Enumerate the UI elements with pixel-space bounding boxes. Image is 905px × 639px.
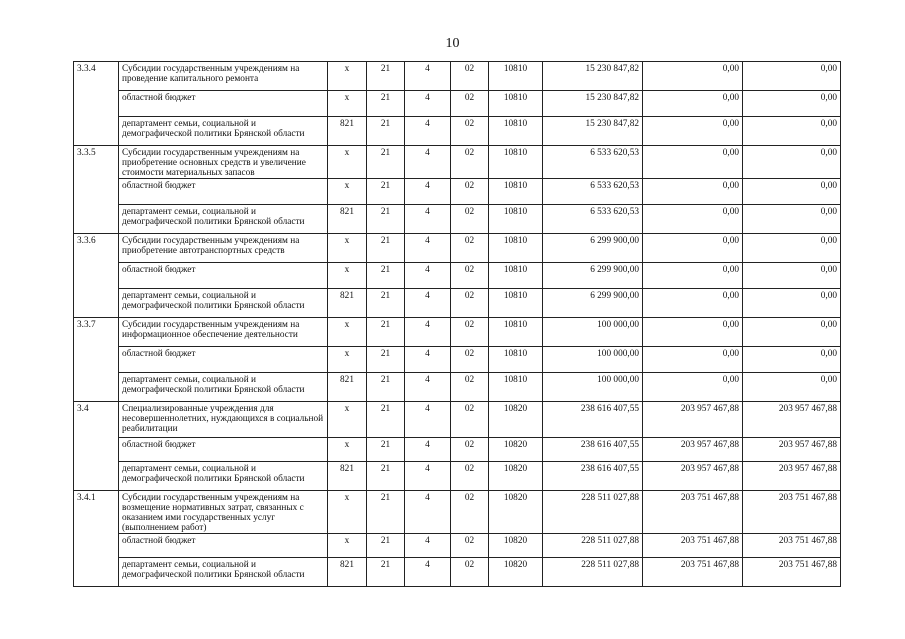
row-amount-year2: 0,00	[643, 347, 743, 373]
row-code	[74, 534, 119, 558]
row-pr: 4	[405, 289, 451, 318]
row-pr: 4	[405, 534, 451, 558]
row-amount-year3: 0,00	[743, 318, 841, 347]
row-code	[74, 289, 119, 318]
row-cs-a: 02	[451, 347, 489, 373]
row-pr: 4	[405, 438, 451, 462]
row-pr: 4	[405, 347, 451, 373]
table-row	[74, 558, 841, 587]
row-amount-year3: 0,00	[743, 289, 841, 318]
row-name: департамент семьи, социальной и демографической политики Брянской области	[119, 558, 328, 587]
table-row	[74, 462, 841, 491]
row-cs-b: 10820	[489, 402, 543, 438]
table-row	[74, 373, 841, 402]
row-cs-b: 10810	[489, 117, 543, 146]
row-cs-a: 02	[451, 62, 489, 91]
row-amount-year1: 6 533 620,53	[543, 146, 643, 179]
row-name: Субсидии государственным учреждениям на проведение капитального ремонта	[119, 62, 328, 91]
row-amount-year1: 15 230 847,82	[543, 117, 643, 146]
row-rz: 21	[367, 373, 405, 402]
row-cs-a: 02	[451, 534, 489, 558]
row-pr: 4	[405, 462, 451, 491]
row-grbs: х	[328, 347, 367, 373]
row-code	[74, 263, 119, 289]
row-amount-year3: 0,00	[743, 373, 841, 402]
row-grbs: 821	[328, 289, 367, 318]
row-name: Субсидии государственным учреждениям на приобретение автотранспортных средств	[119, 234, 328, 263]
row-amount-year3: 203 751 467,88	[743, 534, 841, 558]
row-pr: 4	[405, 117, 451, 146]
row-amount-year1: 6 533 620,53	[543, 205, 643, 234]
row-name: департамент семьи, социальной и демографической политики Брянской области	[119, 289, 328, 318]
row-rz: 21	[367, 263, 405, 289]
row-rz: 21	[367, 438, 405, 462]
row-amount-year2: 0,00	[643, 373, 743, 402]
table-row	[74, 534, 841, 558]
row-cs-b: 10810	[489, 91, 543, 117]
row-grbs: х	[328, 491, 367, 534]
table-row	[74, 91, 841, 117]
row-name: департамент семьи, социальной и демографической политики Брянской области	[119, 373, 328, 402]
table-row	[74, 347, 841, 373]
row-amount-year2: 0,00	[643, 289, 743, 318]
row-grbs: х	[328, 179, 367, 205]
table-row	[74, 146, 841, 179]
row-pr: 4	[405, 402, 451, 438]
row-rz: 21	[367, 91, 405, 117]
row-amount-year3: 0,00	[743, 179, 841, 205]
row-amount-year2: 0,00	[643, 62, 743, 91]
row-cs-a: 02	[451, 117, 489, 146]
row-amount-year2: 0,00	[643, 179, 743, 205]
row-amount-year3: 0,00	[743, 91, 841, 117]
row-cs-a: 02	[451, 558, 489, 587]
row-name: департамент семьи, социальной и демографической политики Брянской области	[119, 117, 328, 146]
row-amount-year2: 0,00	[643, 117, 743, 146]
row-name: Субсидии государственным учреждениям на возмещение нормативных затрат, связанных с оказанием ими государственных услуг (выполнением работ)	[119, 491, 328, 534]
row-cs-b: 10810	[489, 234, 543, 263]
row-cs-a: 02	[451, 91, 489, 117]
row-pr: 4	[405, 491, 451, 534]
row-cs-b: 10810	[489, 179, 543, 205]
row-amount-year2: 203 957 467,88	[643, 438, 743, 462]
row-rz: 21	[367, 146, 405, 179]
row-rz: 21	[367, 402, 405, 438]
row-cs-b: 10810	[489, 347, 543, 373]
row-amount-year2: 203 751 467,88	[643, 534, 743, 558]
row-cs-a: 02	[451, 438, 489, 462]
row-name: Специализированные учреждения для несовершеннолетних, нуждающихся в социальной реабилитации	[119, 402, 328, 438]
row-amount-year2: 0,00	[643, 263, 743, 289]
row-cs-a: 02	[451, 491, 489, 534]
row-code	[74, 438, 119, 462]
row-rz: 21	[367, 117, 405, 146]
row-code	[74, 373, 119, 402]
row-amount-year1: 100 000,00	[543, 318, 643, 347]
row-cs-b: 10810	[489, 146, 543, 179]
row-cs-a: 02	[451, 373, 489, 402]
row-rz: 21	[367, 62, 405, 91]
row-cs-a: 02	[451, 318, 489, 347]
row-code: 3.3.5	[74, 146, 119, 179]
table-row	[74, 179, 841, 205]
row-code: 3.4	[74, 402, 119, 438]
row-pr: 4	[405, 91, 451, 117]
row-amount-year1: 100 000,00	[543, 347, 643, 373]
row-rz: 21	[367, 318, 405, 347]
row-code: 3.3.4	[74, 62, 119, 91]
row-amount-year2: 0,00	[643, 205, 743, 234]
row-grbs: х	[328, 146, 367, 179]
row-grbs: 821	[328, 462, 367, 491]
row-amount-year1: 238 616 407,55	[543, 402, 643, 438]
row-amount-year1: 238 616 407,55	[543, 462, 643, 491]
row-rz: 21	[367, 462, 405, 491]
table-row	[74, 234, 841, 263]
table-row	[74, 117, 841, 146]
row-cs-a: 02	[451, 402, 489, 438]
row-amount-year2: 203 957 467,88	[643, 462, 743, 491]
table-row	[74, 205, 841, 234]
row-grbs: х	[328, 402, 367, 438]
row-code: 3.3.7	[74, 318, 119, 347]
row-cs-b: 10820	[489, 491, 543, 534]
table-row	[74, 491, 841, 534]
row-name: Субсидии государственным учреждениям на приобретение основных средств и увеличение стоимости материальных запасов	[119, 146, 328, 179]
row-rz: 21	[367, 179, 405, 205]
row-amount-year1: 228 511 027,88	[543, 491, 643, 534]
row-amount-year1: 6 299 900,00	[543, 263, 643, 289]
table-row	[74, 62, 841, 91]
row-name: департамент семьи, социальной и демографической политики Брянской области	[119, 462, 328, 491]
row-cs-b: 10810	[489, 289, 543, 318]
row-name: Субсидии государственным учреждениям на информационное обеспечение деятельности	[119, 318, 328, 347]
row-amount-year3: 0,00	[743, 62, 841, 91]
row-amount-year3: 0,00	[743, 146, 841, 179]
budget-table	[73, 61, 841, 587]
row-amount-year1: 6 533 620,53	[543, 179, 643, 205]
row-amount-year1: 228 511 027,88	[543, 534, 643, 558]
table-row	[74, 318, 841, 347]
row-code: 3.4.1	[74, 491, 119, 534]
row-name: департамент семьи, социальной и демографической политики Брянской области	[119, 205, 328, 234]
row-amount-year3: 0,00	[743, 234, 841, 263]
row-code	[74, 117, 119, 146]
row-code	[74, 558, 119, 587]
row-amount-year3: 203 957 467,88	[743, 402, 841, 438]
row-amount-year3: 0,00	[743, 117, 841, 146]
row-name: областной бюджет	[119, 534, 328, 558]
row-code	[74, 205, 119, 234]
row-code	[74, 179, 119, 205]
row-rz: 21	[367, 491, 405, 534]
row-name: областной бюджет	[119, 179, 328, 205]
row-grbs: х	[328, 234, 367, 263]
table-row	[74, 263, 841, 289]
row-rz: 21	[367, 289, 405, 318]
row-grbs: 821	[328, 205, 367, 234]
table-body	[74, 62, 841, 587]
row-pr: 4	[405, 146, 451, 179]
row-amount-year1: 238 616 407,55	[543, 438, 643, 462]
row-amount-year2: 0,00	[643, 91, 743, 117]
row-rz: 21	[367, 234, 405, 263]
row-cs-a: 02	[451, 289, 489, 318]
row-rz: 21	[367, 534, 405, 558]
row-cs-a: 02	[451, 234, 489, 263]
row-rz: 21	[367, 347, 405, 373]
row-grbs: х	[328, 62, 367, 91]
row-grbs: 821	[328, 558, 367, 587]
row-amount-year3: 0,00	[743, 263, 841, 289]
row-cs-b: 10810	[489, 205, 543, 234]
row-cs-b: 10820	[489, 534, 543, 558]
row-amount-year1: 100 000,00	[543, 373, 643, 402]
row-amount-year2: 0,00	[643, 146, 743, 179]
row-grbs: х	[328, 91, 367, 117]
row-amount-year1: 6 299 900,00	[543, 234, 643, 263]
row-cs-b: 10820	[489, 438, 543, 462]
row-amount-year2: 203 751 467,88	[643, 558, 743, 587]
row-rz: 21	[367, 205, 405, 234]
row-amount-year2: 203 751 467,88	[643, 491, 743, 534]
row-grbs: х	[328, 534, 367, 558]
row-name: областной бюджет	[119, 263, 328, 289]
row-cs-b: 10810	[489, 373, 543, 402]
row-cs-b: 10820	[489, 558, 543, 587]
row-cs-a: 02	[451, 263, 489, 289]
row-amount-year1: 228 511 027,88	[543, 558, 643, 587]
row-pr: 4	[405, 373, 451, 402]
table-row	[74, 402, 841, 438]
row-cs-b: 10820	[489, 462, 543, 491]
table-row	[74, 289, 841, 318]
table-row	[74, 438, 841, 462]
row-code: 3.3.6	[74, 234, 119, 263]
row-amount-year3: 203 751 467,88	[743, 491, 841, 534]
row-amount-year1: 6 299 900,00	[543, 289, 643, 318]
row-cs-a: 02	[451, 205, 489, 234]
row-amount-year2: 0,00	[643, 234, 743, 263]
row-code	[74, 91, 119, 117]
row-name: областной бюджет	[119, 438, 328, 462]
row-cs-b: 10810	[489, 62, 543, 91]
row-pr: 4	[405, 62, 451, 91]
row-cs-b: 10810	[489, 318, 543, 347]
row-name: областной бюджет	[119, 91, 328, 117]
row-cs-b: 10810	[489, 263, 543, 289]
row-grbs: х	[328, 438, 367, 462]
row-amount-year3: 203 957 467,88	[743, 462, 841, 491]
row-pr: 4	[405, 318, 451, 347]
row-grbs: х	[328, 263, 367, 289]
row-grbs: 821	[328, 117, 367, 146]
row-cs-a: 02	[451, 146, 489, 179]
row-amount-year1: 15 230 847,82	[543, 62, 643, 91]
row-amount-year3: 0,00	[743, 347, 841, 373]
row-pr: 4	[405, 558, 451, 587]
row-grbs: х	[328, 318, 367, 347]
row-pr: 4	[405, 179, 451, 205]
row-pr: 4	[405, 205, 451, 234]
row-name: областной бюджет	[119, 347, 328, 373]
row-rz: 21	[367, 558, 405, 587]
row-cs-a: 02	[451, 179, 489, 205]
row-amount-year1: 15 230 847,82	[543, 91, 643, 117]
row-amount-year2: 0,00	[643, 318, 743, 347]
row-amount-year3: 0,00	[743, 205, 841, 234]
row-pr: 4	[405, 263, 451, 289]
page-number: 10	[445, 36, 460, 51]
row-amount-year2: 203 957 467,88	[643, 402, 743, 438]
row-grbs: 821	[328, 373, 367, 402]
row-pr: 4	[405, 234, 451, 263]
row-code	[74, 347, 119, 373]
row-cs-a: 02	[451, 462, 489, 491]
row-code	[74, 462, 119, 491]
row-amount-year3: 203 751 467,88	[743, 558, 841, 587]
row-amount-year3: 203 957 467,88	[743, 438, 841, 462]
